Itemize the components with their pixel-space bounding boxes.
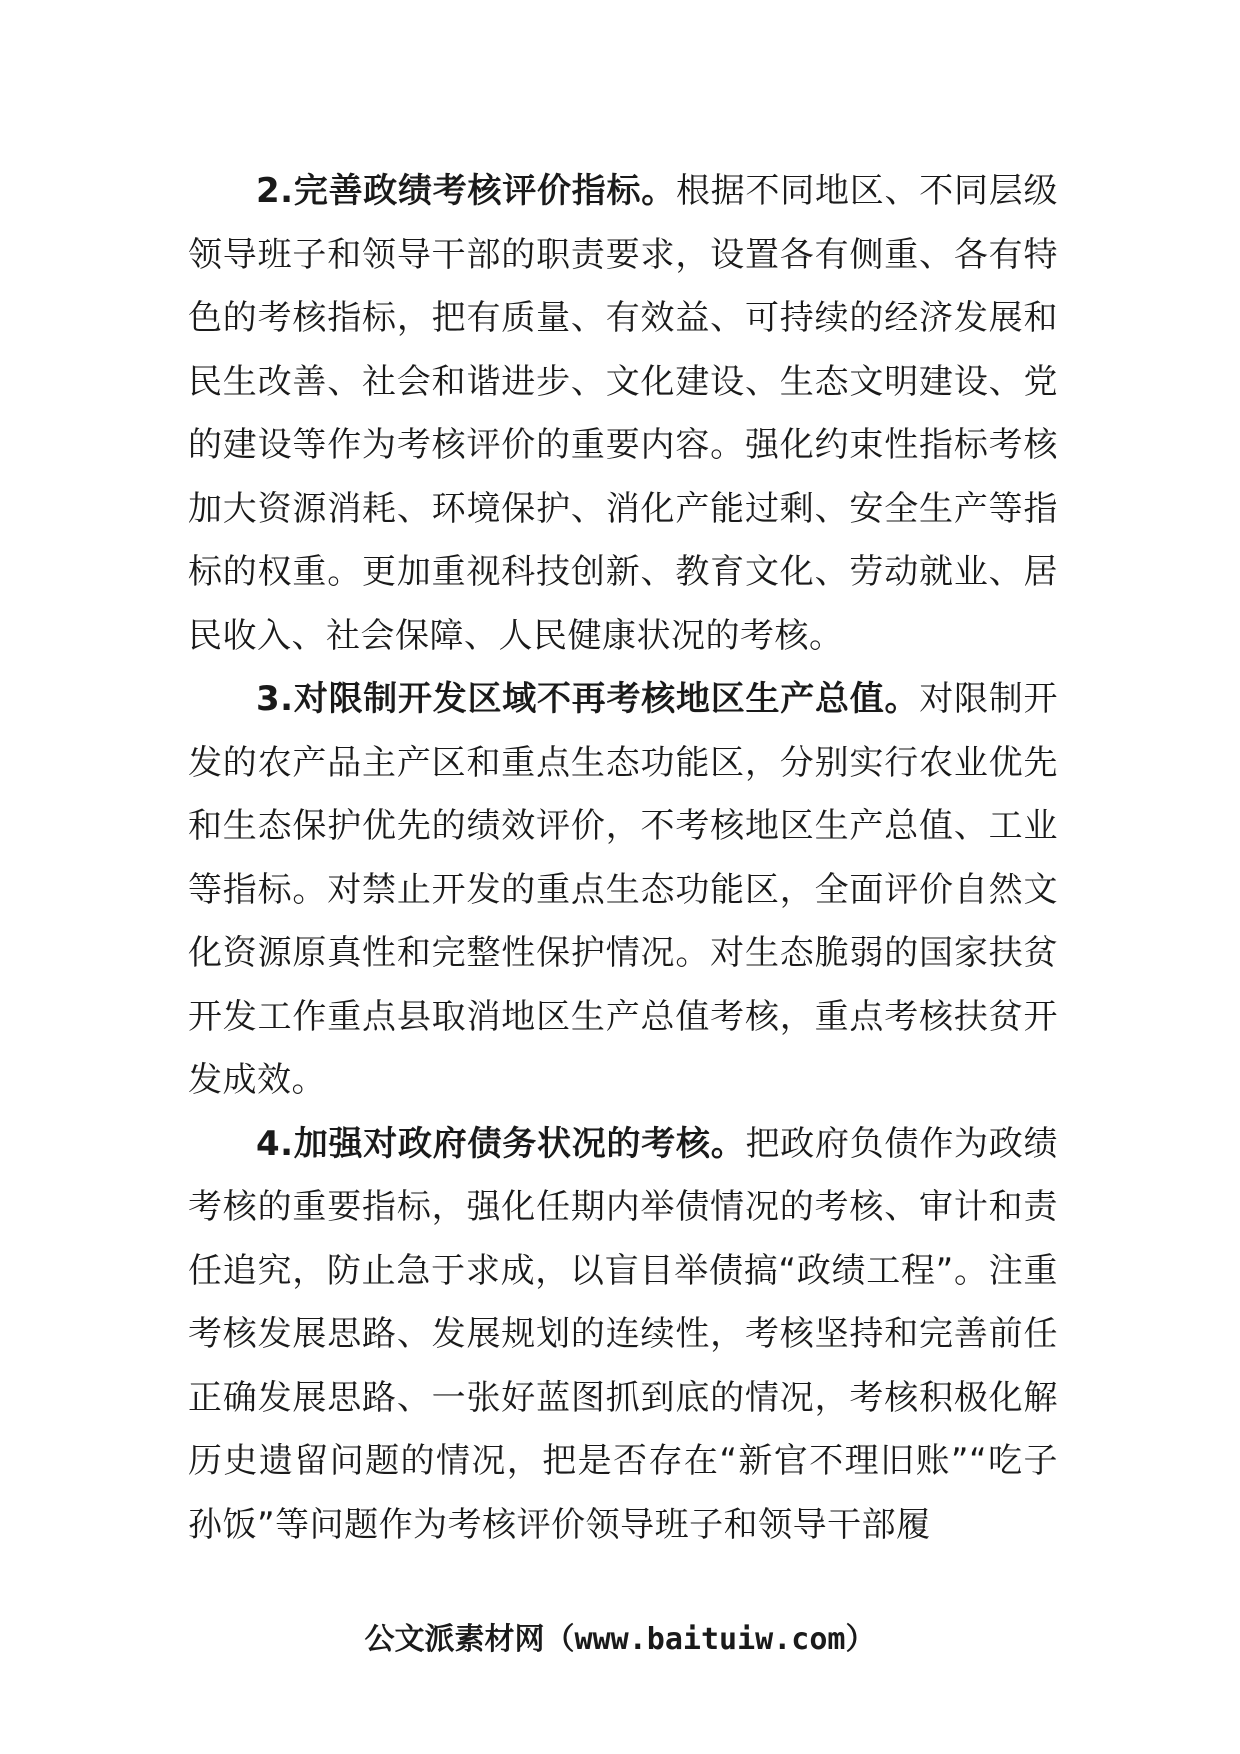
footer-url: （www.baituiw.com） <box>544 1622 876 1657</box>
paragraph-3 <box>188 668 1058 1113</box>
document-body <box>188 160 1058 1557</box>
paragraph-text: 根据不同地区、不同层级领导班子和领导干部的职责要求，设置各有侧重、各有特色的考核指标，把有质量、有效益、可持续的经济发展和民生改善、社会和谐进步、文化建设、生态文明建设、党的建设等作为考核评价的重要内容。强化约束性指标考核加大资源消耗、环境保护、消化产能过剩、安全生产等指标的权重。更加重视科技创新、教育文化、劳动就业、居民收入、社会保障、人民健康状况的考核。 <box>188 171 1058 656</box>
paragraph-heading: 2.完善政绩考核评价指标。 <box>256 171 677 211</box>
footer-site-name: 公文派素材网 <box>364 1622 545 1657</box>
page-footer <box>0 1620 1240 1660</box>
paragraph-4 <box>188 1113 1058 1558</box>
paragraph-text: 把政府负债作为政绩考核的重要指标，强化任期内举债情况的考核、审计和责任追究，防止急于求成，以盲目举债搞“政绩工程”。注重考核发展思路、发展规划的连续性，考核坚持和完善前任正确发展思路、一张好蓝图抓到底的情况，考核积极化解历史遗留问题的情况，把是否存在“新官不理旧账”“吃子孙饭”等问题作为考核评价领导班子和领导干部履 <box>188 1123 1059 1545</box>
paragraph-2 <box>188 160 1058 668</box>
paragraph-heading: 3.对限制开发区域不再考核地区生产总值。 <box>256 679 920 719</box>
paragraph-text: 对限制开发的农产品主产区和重点生态功能区，分别实行农业优先和生态保护优先的绩效评价，不考核地区生产总值、工业等指标。对禁止开发的重点生态功能区，全面评价自然文化资源原真性和完整性保护情况。对生态脆弱的国家扶贫开发工作重点县取消地区生产总值考核，重点考核扶贫开发成效。 <box>188 679 1059 1100</box>
paragraph-heading: 4.加强对政府债务状况的考核。 <box>256 1123 746 1164</box>
